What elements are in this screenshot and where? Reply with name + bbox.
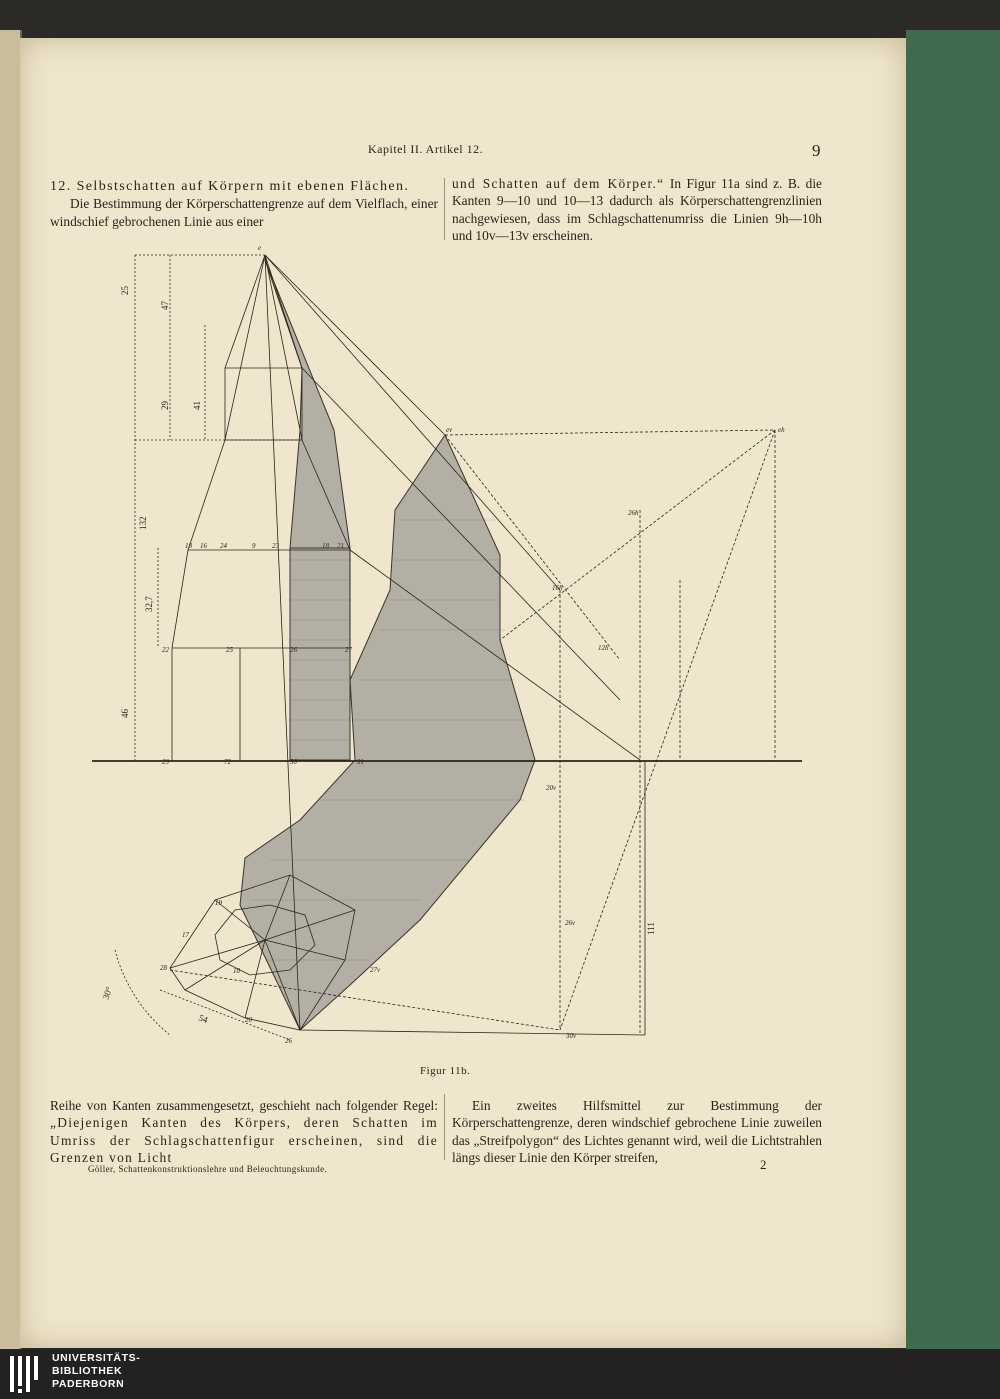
svg-text:46: 46	[120, 709, 130, 718]
figure-shadow-fill	[240, 260, 535, 1030]
svg-text:eh: eh	[778, 426, 785, 434]
quote-end: und Schatten auf dem Körper.“	[452, 176, 665, 191]
right-column-bottom	[452, 1097, 822, 1166]
svg-text:27v: 27v	[370, 966, 381, 974]
svg-text:18: 18	[322, 542, 329, 550]
svg-text:31: 31	[357, 758, 364, 766]
column-divider-bottom	[444, 1094, 445, 1160]
paragraph-right-bottom: Ein zweites Hilfsmittel zur Bestimmung der Körperschattengrenze, deren windschief gebrochene Linie zuweilen das „Streifpolygon“ des Lichtes genannt wird, weil die Lichtstrahlen längs dieser Linie den Körper streifen,	[452, 1098, 822, 1165]
svg-text:9: 9	[252, 542, 256, 550]
svg-text:29: 29	[162, 758, 169, 766]
library-name	[52, 1352, 140, 1391]
svg-text:26: 26	[290, 646, 297, 654]
section-number: 12.	[50, 179, 72, 194]
svg-text:ev: ev	[446, 426, 453, 434]
figure-caption: Figur 11b.	[420, 1065, 471, 1077]
svg-text:30v: 30v	[566, 1032, 577, 1040]
svg-text:25: 25	[120, 286, 130, 295]
svg-text:72: 72	[224, 758, 231, 766]
svg-text:23: 23	[272, 542, 279, 550]
svg-text:17: 17	[182, 931, 189, 939]
library-line-1: UNIVERSITÄTS-	[52, 1352, 141, 1364]
svg-text:21: 21	[337, 542, 344, 550]
svg-text:27: 27	[345, 646, 352, 654]
left-column-bottom	[50, 1097, 438, 1166]
svg-text:29: 29	[160, 401, 170, 410]
svg-text:10: 10	[233, 967, 240, 975]
svg-text:24: 24	[220, 542, 227, 550]
svg-text:41: 41	[192, 401, 202, 410]
paragraph-left-top: Die Bestimmung der Körperschattengrenze auf dem Vielflach, einer windschief gebrochenen Linie aus einer	[50, 196, 438, 229]
svg-text:25: 25	[226, 646, 233, 654]
svg-text:32,7: 32,7	[144, 596, 154, 612]
footer-credit: Göller, Schattenkonstruktionslehre und Beleuchtungskunde.	[88, 1164, 328, 1174]
running-head: Kapitel II. Artikel 12.	[368, 142, 484, 156]
svg-text:26h: 26h	[628, 509, 639, 517]
svg-text:12h: 12h	[598, 644, 609, 652]
svg-text:18: 18	[185, 542, 192, 550]
svg-text:19: 19	[215, 899, 222, 907]
svg-text:30°: 30°	[100, 985, 115, 1001]
svg-text:28: 28	[160, 964, 167, 972]
svg-text:54: 54	[197, 1012, 210, 1025]
svg-text:20v: 20v	[546, 784, 557, 792]
svg-text:e: e	[258, 244, 262, 252]
library-line-3: PADERBORN	[52, 1378, 125, 1390]
svg-text:20: 20	[245, 1016, 252, 1024]
library-logo-icon	[8, 1352, 46, 1396]
library-banner	[0, 1349, 1000, 1399]
svg-text:30: 30	[290, 758, 297, 766]
svg-text:111: 111	[646, 922, 656, 935]
paragraph-left-bottom: Reihe von Kanten zusammengesetzt, geschieht nach folgender Regel:	[50, 1098, 438, 1113]
svg-text:26: 26	[285, 1037, 292, 1045]
section-title: Selbstschatten auf Körpern mit ebenen Flächen.	[76, 179, 410, 194]
svg-text:16: 16	[200, 542, 207, 550]
paragraph-right-top: In Figur 11a sind z. B. die Kanten 9—10 und 10—13 dadurch als Körperschattengrenzlinien nachgewiesen, dass im Schlagschattenumriss die Linien 9h—10h und 10v—13v erscheinen.	[452, 176, 822, 243]
library-line-2: BIBLIOTHEK	[52, 1365, 123, 1377]
svg-text:132: 132	[138, 516, 148, 530]
signature-mark: 2	[760, 1157, 767, 1172]
svg-text:16h: 16h	[552, 584, 563, 592]
svg-text:26v: 26v	[565, 919, 576, 927]
rule-quote: „Diejenigen Kanten des Körpers, deren Schatten im Umriss der Schlagschattenfigur erscheinen, sind die Grenzen von Licht	[50, 1115, 438, 1165]
svg-text:22: 22	[162, 646, 169, 654]
page-number: 9	[812, 141, 821, 160]
svg-text:47: 47	[160, 301, 170, 310]
